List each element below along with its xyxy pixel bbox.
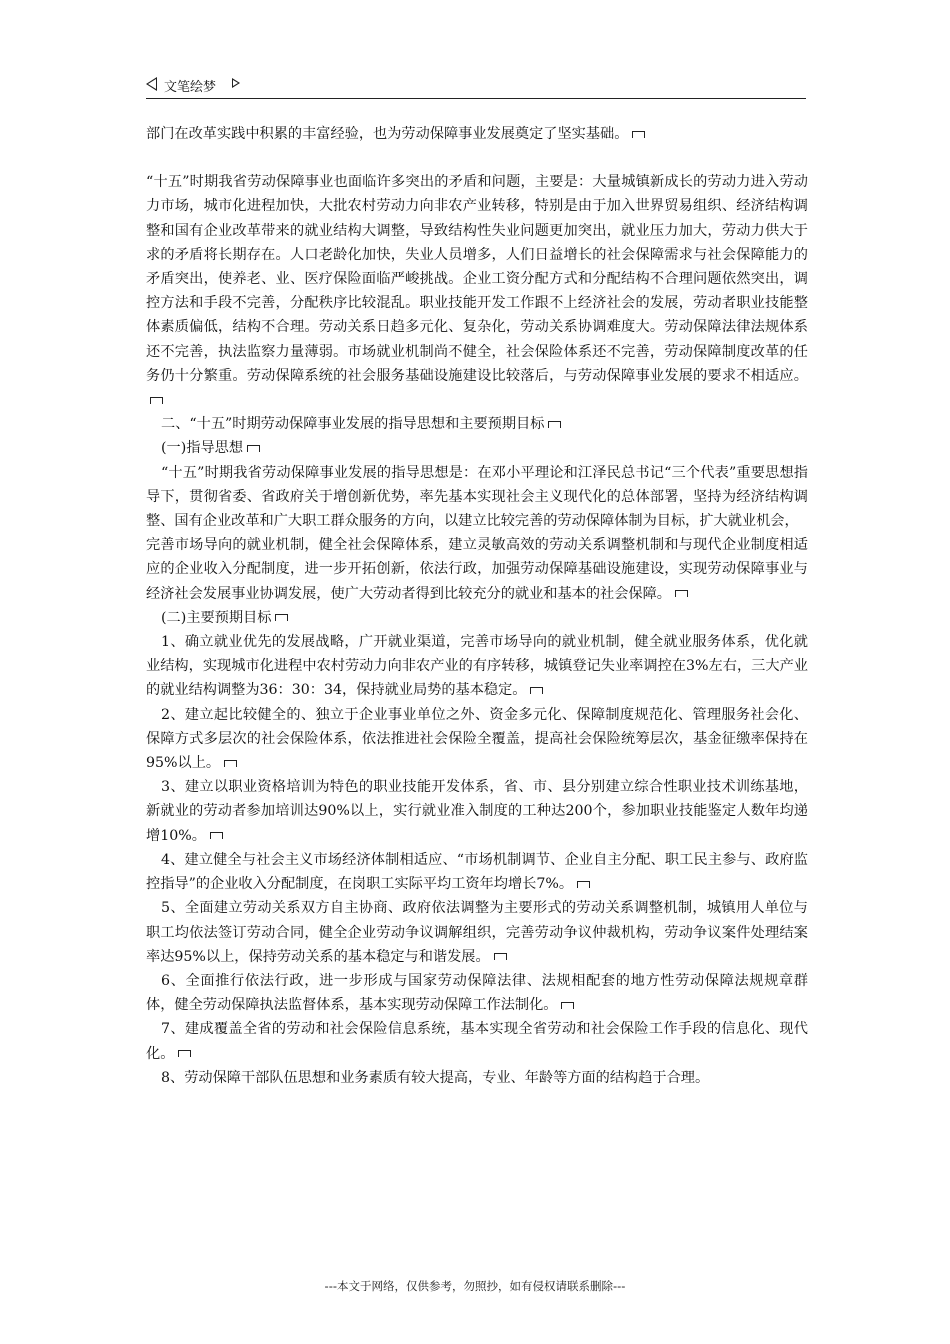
paragraph-text: 5、全面建立劳动关系双方自主协商、政府依法调整为主要形式的劳动关系调整机制，城镇用人单位与职工均依法签订劳动合同，健全企业劳动争议调解组织，完善劳动争议仲裁机构，劳动争议案件处理结案率达95%以上，保持劳动关系的基本稳定与和谐发展。	[146, 900, 808, 965]
paragraph-text: 3、建立以职业资格培训为特色的职业技能开发体系，省、市、县分别建立综合性职业技术训练基地，新就业的劳动者参加培训达90%以上，实行就业准入制度的工种达200个，参加职业技能鉴定人数年均递增10%。	[146, 779, 808, 844]
page-footer: ---本文于网络，仅供参考，勿照抄，如有侵权请联系删除---	[324, 1279, 626, 1293]
paragraph	[146, 436, 808, 460]
paragraph-mark-icon	[494, 953, 507, 960]
paragraph-mark-icon	[210, 832, 223, 839]
paragraph	[146, 170, 808, 412]
paragraph-mark-icon	[561, 1002, 574, 1009]
paragraph	[146, 122, 808, 146]
paragraph-mark-icon	[150, 397, 163, 404]
paragraph	[146, 412, 808, 436]
paragraph-text: 7、建成覆盖全省的劳动和社会保险信息系统，基本实现全省劳动和社会保险工作手段的信息化、现代化。	[146, 1021, 808, 1062]
paragraph-mark-icon	[224, 760, 237, 767]
paragraph-mark-icon	[178, 1050, 191, 1057]
paragraph-text: 完善市场导向的就业机制，健全社会保障体系，建立灵敏高效的劳动关系调整机制和与现代企业制度相适应的企业收入分配制度，进一步开拓创新，依法行政，加强劳动保障基础设施建设，实现劳动保障事业与经济社会发展事业协调发展，使广大劳动者得到比较充分的就业和基本的社会保障。	[146, 537, 808, 602]
paragraph-mark-icon	[675, 590, 688, 597]
left-triangle-icon	[146, 77, 157, 91]
paragraph	[146, 775, 808, 848]
paragraph	[146, 848, 808, 896]
paragraph-text: 6、全面推行依法行政，进一步形成与国家劳动保障法律、法规相配套的地方性劳动保障法规规章群体，健全劳动保障执法监督体系，基本实现劳动保障工作法制化。	[146, 972, 808, 1014]
paragraph-mark-icon	[577, 881, 590, 888]
paragraph-mark-icon	[247, 445, 260, 452]
right-triangle-icon	[232, 78, 240, 88]
paragraph	[146, 703, 808, 776]
header-rule	[146, 98, 806, 99]
paragraph	[146, 896, 808, 969]
paragraph	[146, 533, 808, 606]
paragraph-text: 1、确立就业优先的发展战略，广开就业渠道，完善市场导向的就业机制，健全就业服务体系，优化就业结构，实现城市化进程中农村劳动力向非农产业的有序转移，城镇登记失业率调控在3%左右，三大产业的就业结构调整为36：30：34，保持就业局势的基本稳定。	[146, 634, 808, 699]
paragraph-mark-icon	[632, 131, 645, 138]
blank-line	[146, 146, 808, 170]
paragraph	[146, 461, 808, 534]
page-header	[146, 74, 806, 98]
paragraph-text: 2、建立起比较健全的、独立于企业事业单位之外、资金多元化、保障制度规范化、管理服务社会化、保障方式多层次的社会保险体系，依法推进社会保险全覆盖，提高社会保险统筹层次，基金征缴率保持在95%以上。	[146, 706, 808, 772]
paragraph-mark-icon	[530, 687, 543, 694]
paragraph-text: 8、劳动保障干部队伍思想和业务素质有较大提高，专业、年龄等方面的结构趋于合理。	[161, 1069, 710, 1086]
document-body	[146, 122, 808, 1090]
paragraph	[146, 1066, 808, 1090]
paragraph-text: 4、建立健全与社会主义市场经济体制相适应、“市场机制调节、企业自主分配、职工民主参与、政府监控指导”的企业收入分配制度，在岗职工实际平均工资年均增长7%。	[146, 851, 808, 893]
paragraph-text: (一)指导思想	[161, 440, 244, 457]
paragraph	[146, 630, 808, 703]
header-brand: 文笔绘梦	[164, 80, 217, 95]
paragraph	[146, 1017, 808, 1065]
paragraph-text: “十五”时期我省劳动保障事业也面临许多突出的矛盾和问题，主要是：大量城镇新成长的劳动力进入劳动力市场，城市化进程加快，大批农村劳动力向非农产业转移，特别是由于加入世界贸易组织、经济结构调整和国有企业改革带来的就业结构大调整，导致结构性失业问题更加突出，就业压力加大，劳动力供大于求的矛盾将长期存在。人口老龄化加快，失业人员增多，人们日益增长的社会保障需求与社会保障能力的矛盾突出，使养老、业、医疗保险面临严峻挑战。企业工资分配方式和分配结构不合理问题依然突出，调控方法和手段不完善，分配秩序比较混乱。职业技能开发工作跟不上经济社会的发展，劳动者职业技能整体素质偏低，结构不合理。劳动关系日趋多元化、复杂化，劳动关系协调难度大。劳动保障法律法规体系还不完善，执法监察力量薄弱。市场就业机制尚不健全，社会保险体系还不完善，劳动保障制度改革的任务仍十分繁重。劳动保障系统的社会服务基础设施建设比较落后，与劳动保障事业发展的要求不相适应。	[146, 174, 808, 384]
paragraph	[146, 606, 808, 630]
paragraph	[146, 969, 808, 1017]
paragraph-text: 二、“十五”时期劳动保障事业发展的指导思想和主要预期目标	[161, 416, 545, 433]
paragraph-text: “十五”时期我省劳动保障事业发展的指导思想是：在邓小平理论和江泽民总书记“三个代表”重要思想指导下，贯彻省委、省政府关于增创新优势，率先基本实现社会主义现代化的总体部署，坚持为经济结构调整、国有企业改革和广大职工群众服务的方向，以建立比较完善的劳动保障体制为目标，扩大就业机会，	[146, 464, 808, 530]
paragraph-text: 部门在改革实践中积累的丰富经验，也为劳动保障事业发展奠定了坚实基础。	[146, 126, 629, 142]
paragraph-mark-icon	[275, 614, 288, 621]
paragraph-mark-icon	[548, 421, 561, 428]
paragraph-text: (二)主要预期目标	[161, 609, 272, 626]
